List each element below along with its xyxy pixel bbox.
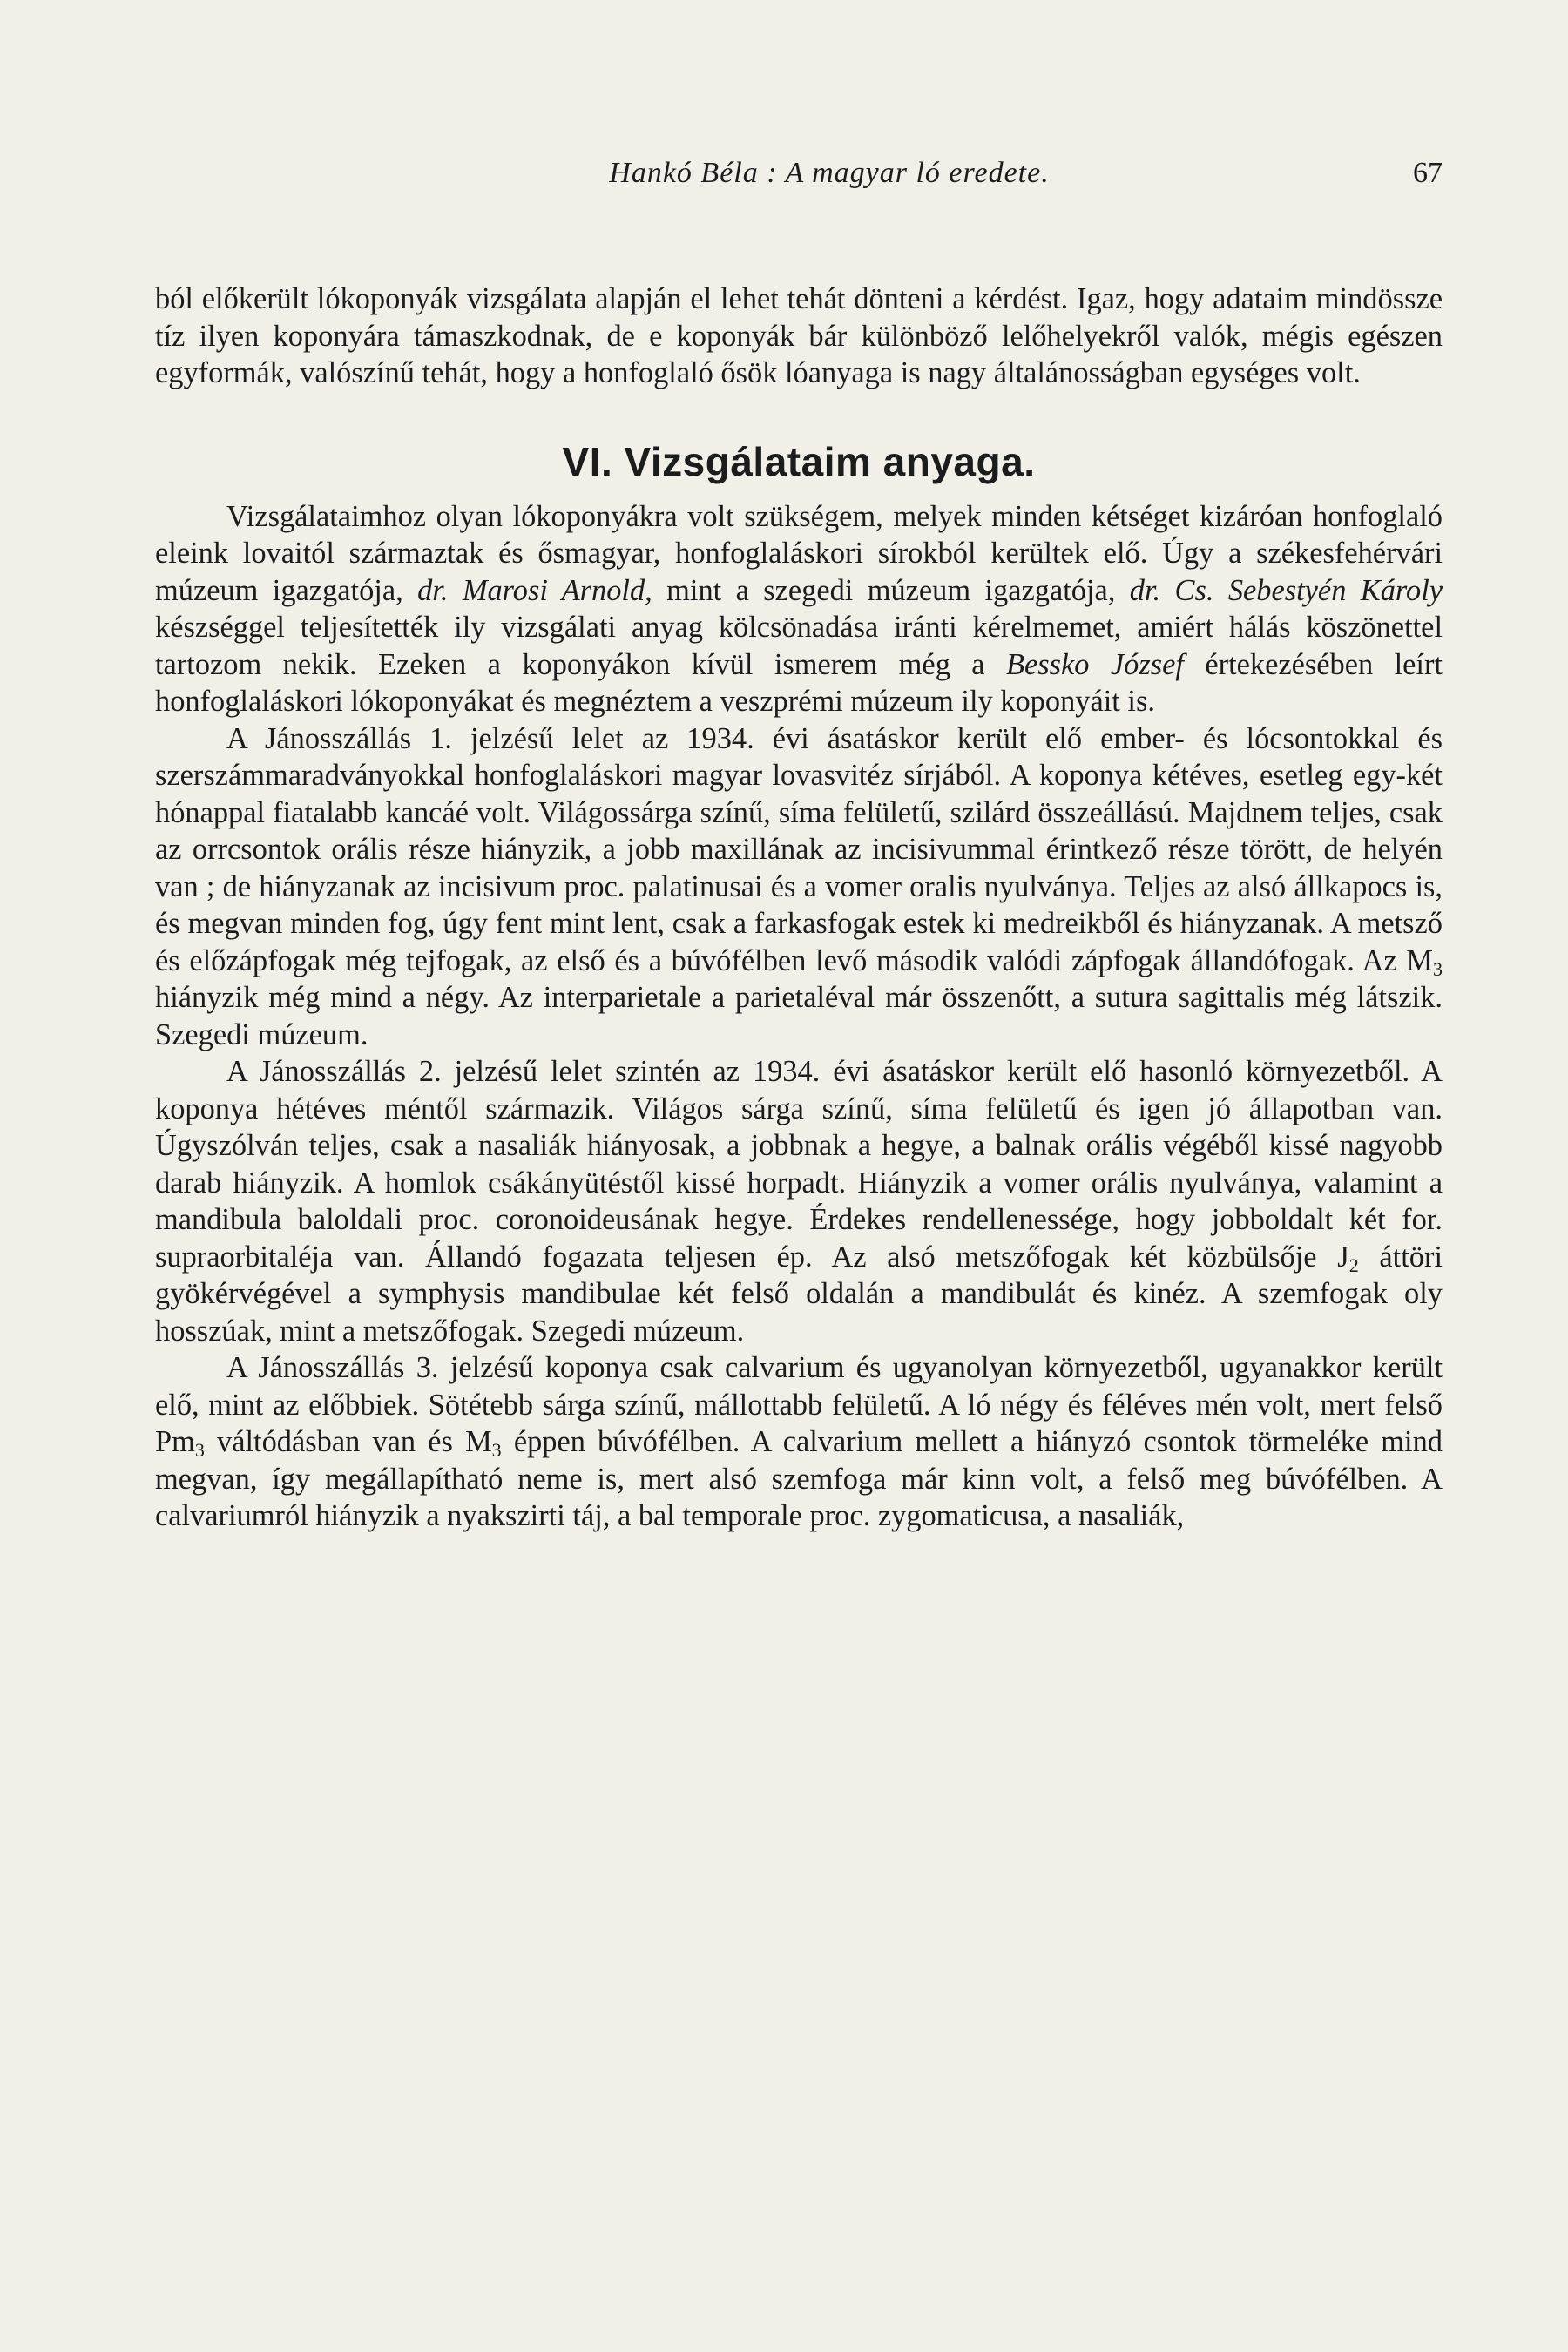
subscript: 3 — [491, 1439, 502, 1461]
body-text — [155, 280, 1443, 1535]
running-title: Hankó Béla : A magyar ló eredete. — [609, 157, 1050, 189]
paragraph-skull-3 — [155, 1349, 1443, 1535]
paragraph-text: ból előkerült lókoponyák vizsgálata alapján el lehet tehát dönteni a kérdést. Igaz, hogy adataim mindössze tíz ilyen koponyára támaszkodnak, de e koponyák bár különböző lelőhelyekről valók, mégis egészen egyformák, valószínű tehát, hogy a honfoglaló ősök lóanyaga is nagy általánosságban egységes volt. — [155, 282, 1443, 389]
paragraph-text: Vizsgálataimhoz olyan lókoponyákra volt szükségem, melyek minden kétséget kizáróan honfoglaló eleink lovaitól származtak és ősmagyar, honfoglaláskori sírokból kerültek elő. Úgy a székesfehérvári múzeum igazgatója, — [155, 499, 1443, 607]
paragraph-skull-2 — [155, 1053, 1443, 1349]
page-header — [155, 157, 1443, 209]
paragraph-text: A Jánosszállás 2. jelzésű lelet szintén az 1934. évi ásatáskor került elő hasonló környezetből. A koponya hétéves méntől származik. Világos sárga színű, síma felületű és igen jó állapotban van. Úgyszólván teljes, csak a nasaliák hiányosak, a jobbnak a hegye, a balnak orális végéből kissé nagyobb darab hiányzik. A homlok csákányütéstől kissé horpadt. Hiányzik a vomer orális nyulványa, valamint a mandibula baloldali proc. coronoideusának hegye. Érdekes rendellenessége, hogy jobboldalt két for. supraorbitaléja van. Állandó fogazata teljesen ép. Az alsó metszőfogak két közbülsője J — [155, 1055, 1443, 1274]
paragraph-text: hiányzik még mind a négy. Az interparietale a parietaléval már összenőtt, a sutura sagittalis még látszik. Szegedi múzeum. — [155, 981, 1443, 1051]
paragraph-text: éppen búvófélben. A calvarium mellett a hiányzó csontok törmeléke mind megvan, így megállapítható neme is, mert alsó szemfoga már kinn volt, a felső meg búvófélben. A calvariumról hiányzik a nyakszirti táj, a bal temporale proc. zygomaticusa, a nasaliák, — [155, 1425, 1443, 1532]
subscript: 2 — [1348, 1254, 1359, 1276]
paragraph-skull-1 — [155, 720, 1443, 1054]
paragraph-text: áttöri gyökérvégével a symphysis mandibulae két felső oldalán a mandibulát és kinéz. A szemfogak oly hosszúak, mint a metszőfogak. Szegedi múzeum. — [155, 1240, 1443, 1348]
paragraph-text: A Jánosszállás 1. jelzésű lelet az 1934. évi ásatáskor került elő ember- és lócsontokkal és szerszámmaradványokkal honfoglaláskori magyar lovasvitéz sírjából. A koponya kétéves, esetleg egy-két hónappal fiatalabb kancáé volt. Világossárga színű, síma felületű, szilárd összeállású. Majdnem teljes, csak az orrcsontok orális része hiányzik, a jobb maxillának az incisivummal érintkező része törött, de helyén van ; de hiányzanak az incisivum proc. palatinusai és a vomer oralis nyulványa. Teljes az alsó állkapocs is, és megvan minden fog, úgy fent mint lent, csak a farkasfogak estek ki medreikből és hiányzanak. A metsző és előzápfogak még tejfogak, az első és a búvófélben levő második valódi zápfogak állandófogak. Az M — [155, 721, 1443, 977]
person-name: Sebestyén Károly — [1227, 573, 1443, 607]
paragraph-text: készséggel teljesítették ily vizsgálati anyag kölcsönadása iránti kérelmemet, amiért hálás köszönettel tartozom nekik. Ezeken a koponyákon kívül ismerem még a — [155, 611, 1443, 681]
person-title: dr. Cs. — [1129, 573, 1214, 607]
person-name: Bessko József — [1005, 647, 1184, 681]
person-name: Marosi Arnold, — [462, 573, 652, 607]
paragraph-text: A Jánosszállás 3. jelzésű koponya csak calvarium és ugyanolyan környezetből, ugyanakkor került elő, mint az előbbiek. Sötétebb sárga színű, mállottabb felületű. A ló négy és féléves mén volt, mert felső Pm — [155, 1351, 1443, 1458]
paragraph-text: mint a szegedi múzeum igazgatója, — [666, 573, 1116, 607]
person-title: dr. — [417, 573, 449, 607]
paragraph-continuation — [155, 280, 1443, 392]
section-heading: VI. Vizsgálataim anyaga. — [562, 438, 1036, 484]
paragraph-text: értekezésében leírt honfoglaláskori lókoponyákat és megnéztem a veszprémi múzeum ily koponyáit is. — [155, 647, 1443, 718]
subscript: 3 — [194, 1439, 205, 1461]
subscript: 3 — [1433, 957, 1443, 980]
paragraph-text: váltódásban van és M — [217, 1425, 492, 1458]
paragraph-materials — [155, 498, 1443, 720]
page-number: 67 — [1413, 157, 1443, 189]
